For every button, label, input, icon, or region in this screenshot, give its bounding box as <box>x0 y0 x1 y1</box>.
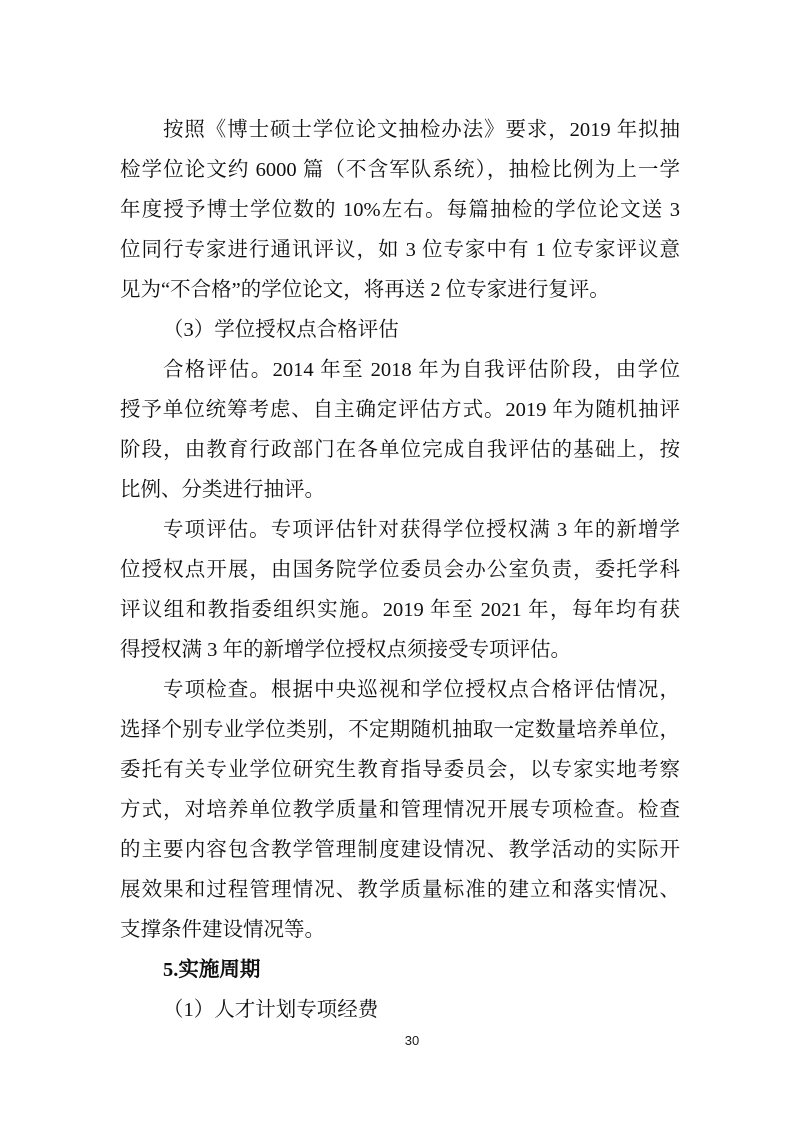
text-line: 检学位论文约 6000 篇（不含军队系统），抽检比例为上一学 <box>120 159 680 181</box>
text-line: 阶段，由教育行政部门在各单位完成自我评估的基础上，按 <box>120 439 680 461</box>
text-line: 年度授予博士学位数的 10%左右。每篇抽检的学位论文送 3 <box>120 199 680 221</box>
document-body <box>120 110 680 1030</box>
text-line: 得授权满 3 年的新增学位授权点须接受专项评估。 <box>120 639 571 661</box>
page-number: 30 <box>404 1033 420 1048</box>
subheading-line: （1）人才计划专项经费 <box>163 999 379 1021</box>
text-line: 位授权点开展，由国务院学位委员会办公室负责，委托学科 <box>120 559 680 581</box>
text-line: 展效果和过程管理情况、教学质量标准的建立和落实情况、 <box>120 879 680 901</box>
text-line: 授予单位统筹考虑、自主确定评估方式。2019 年为随机抽评 <box>120 399 680 421</box>
text-line: 按照《博士硕士学位论文抽检办法》要求，2019 年拟抽 <box>163 119 680 141</box>
text-line: 选择个别专业学位类别，不定期随机抽取一定数量培养单位， <box>120 719 680 741</box>
text-line: 方式，对培养单位教学质量和管理情况开展专项检查。检查 <box>120 799 680 821</box>
text-line: 的主要内容包含教学管理制度建设情况、教学活动的实际开 <box>120 839 680 861</box>
section-heading: 5.实施周期 <box>163 959 261 981</box>
page-footer <box>12 1032 800 1050</box>
text-line: 合格评估。2014 年至 2018 年为自我评估阶段，由学位 <box>163 359 680 381</box>
text-line: 比例、分类进行抽评。 <box>120 479 325 501</box>
subheading-line: （3）学位授权点合格评估 <box>163 319 399 341</box>
text-line: 支撑条件建设情况等。 <box>120 919 325 941</box>
text-line: 评议组和教指委组织实施。2019 年至 2021 年，每年均有获 <box>120 599 680 621</box>
text-line: 见为“不合格”的学位论文，将再送 2 位专家进行复评。 <box>120 279 610 301</box>
text-line: 委托有关专业学位研究生教育指导委员会，以专家实地考察 <box>120 759 680 781</box>
text-line: 专项检查。根据中央巡视和学位授权点合格评估情况， <box>163 679 680 701</box>
text-line: 位同行专家进行通讯评议，如 3 位专家中有 1 位专家评议意 <box>120 239 680 261</box>
text-line: 专项评估。专项评估针对获得学位授权满 3 年的新增学 <box>163 519 680 541</box>
